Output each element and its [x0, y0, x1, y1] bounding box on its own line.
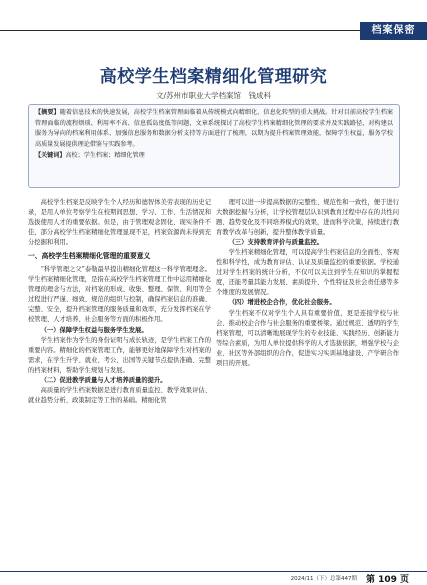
keywords-line	[35, 151, 393, 161]
abstract-box	[28, 104, 400, 188]
footer-issue: 2024/11（下）总第447期	[290, 576, 357, 582]
keywords-text: 高校；学生档案；精细化管理	[65, 152, 145, 160]
abstract-label: 【摘要】	[35, 109, 60, 116]
paragraph: 学生档案作为学生的身份证明与成长轨迹，是学生档案工作的重要内容。精细化的档案管理工作，能够更好地保障学生对档案的需求，在学生升学、就业、考公、出国等关键节点提供准确、完整的档案材料，帮助学生规划与发展。	[28, 336, 211, 374]
left-column	[28, 198, 211, 406]
paragraph: 理可以进一步提高数据的完整性、规范性和一致性，便于进行大数据挖掘与分析，让学校管理层认识到教育过程中存在的共性问题、趋势变化及不同培养模式的效果，进而科学决策，持续进行教育教学改革与创新，提升整体教学质量。	[216, 199, 399, 237]
subsection-heading: （二）促进教学质量与人才培养质量的提升。	[40, 376, 167, 384]
paragraph: 学生档案不仅对学生个人具有重要价值，更是连接学校与社会、推动校企合作与社会服务的重要桥梁。通过规范、透明的学生档案管理，可以清晰地展现学生的专业技能、实践经历、创新能力等综合素质，为用人单位提供科学的人才选拔依据，增强学校与企业、社区等外部组织的合作，促进实习实训基地建设、产学研合作项目的开展。	[216, 309, 399, 367]
header-rule	[0, 30, 360, 31]
abstract-body: 随着信息技术的快速发展，高校学生档案管理面临着从传统模式向精细化、信息化转型的重大挑战。针对目前高校学生档案管理面临的流程烦琐、利用率不高、信息孤岛度低等问题，文章系统探讨了高校学生档案精细化管理的要求并及实践路径，对构建以服务为导向的档案利用体系、加强信息服务和数据分析支持等方面进行了梳理，以期为提升档案管理效能，保障学生权益，服务学校高质量发展提供理论借鉴与实践参考。	[35, 109, 394, 148]
paragraph: 高质量的学生档案数据是进行教育质量监控、教学效果评估、就业趋势分析、政策制定等工作的基础。精细化管	[28, 386, 211, 404]
paragraph: 高校学生档案是反映学生个人经历和德智体美劳表现的历史记录，是用人单位考察学生在校期间思想、学习、工作、生活情况和选拔使用人才的重要依据。但是，由于管理观念固化、现实条件不佳，部分高校学生档案精细化管理显现不足，档案资源尚未得到充分挖掘和利用。	[28, 199, 211, 247]
right-column	[216, 198, 399, 369]
subsection-heading: （四）增进校企合作，优化社会服务。	[228, 299, 336, 307]
paragraph: 学生档案精细化管理，可以提高学生档案信息的全面性、客观性和科学性，成为教育评估、认证及质量监控的重要依据。学校通过对学生档案的统计分析，不仅可以关注到学生在知识的掌握程度，还能考量其能力发展、素质提升、个性特征及社会责任感等多个维度的发展情况。	[216, 249, 399, 297]
page-number: 第 109 页	[365, 575, 409, 585]
paragraph: “科学管理之父”泰勒最早提出精细化管理这一科学管理理念。学生档案精细化管理，是指在高校学生档案管理工作中运用精细化管理的理念与方法，对档案的形成、收集、整理、保管、利用等全过程进行严谨、细致、规范的组织与控制，确保档案信息的准确、完整、安全，提升档案管理的服务质量和效率，充分发挥档案在学校管理、人才培养、社会服务等方面的积极作用。	[28, 266, 211, 324]
article-title: 高校学生档案精细化管理研究	[99, 67, 328, 87]
keywords-label: 【关键词】	[35, 152, 66, 160]
section-tag: 档案保密	[360, 22, 427, 40]
subsection-heading: （一）保障学生权益与服务学生发展。	[40, 326, 148, 334]
article-author: 文/苏州市职业大学档案馆 钱成科	[155, 91, 272, 100]
subsection-heading: （三）支持教育评价与质量监控。	[228, 239, 324, 247]
section-heading: 一、高校学生档案精细化管理的重要意义	[28, 252, 151, 261]
abstract-text	[35, 108, 393, 150]
footer-rule	[0, 571, 427, 572]
